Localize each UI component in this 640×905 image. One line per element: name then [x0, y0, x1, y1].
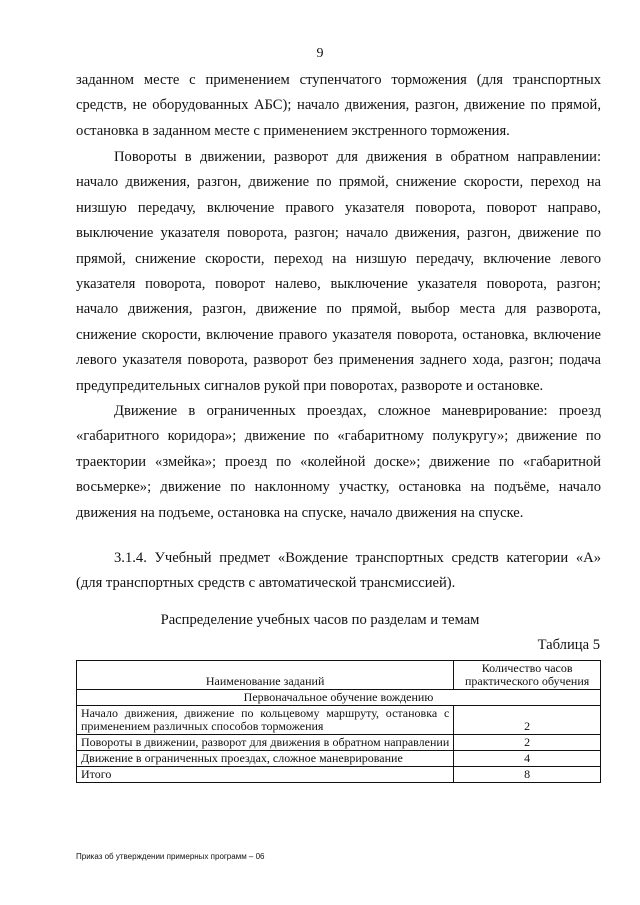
total-hours: 8 — [454, 767, 601, 783]
task-name: Движение в ограниченных проездах, сложное маневрирование — [77, 751, 454, 767]
task-name: Повороты в движении, разворот для движения в обратном направлении — [77, 735, 454, 751]
table-row — [77, 706, 601, 735]
table-row — [77, 751, 601, 767]
section-heading-text: 3.1.4. Учебный предмет «Вождение транспортных средств категории «А» (для транспортных средств с автоматической трансмиссией). — [76, 550, 601, 592]
task-hours: 4 — [454, 751, 601, 767]
header-task-name: Наименование заданий — [77, 661, 454, 690]
task-hours: 2 — [454, 735, 601, 751]
total-label: Итого — [77, 767, 454, 783]
table-header-row — [77, 661, 601, 690]
paragraph-continuation — [76, 68, 601, 144]
table-number-label: Таблица 5 — [537, 637, 600, 653]
paragraph: заданном месте с применением ступенчатого торможения (для транспортных средств, не оборудованных АБС); начало движения, разгон, движение по прямой, остановка в заданном месте с применением экстренного торможения. — [76, 72, 601, 139]
paragraph: Повороты в движении, разворот для движения в обратном направлении: начало движения, разгон, движение по прямой, снижение скорости, переход на низшую передачу, включение правого указателя поворота, поворот направо, выключение указателя поворота, разгон; начало движения, разгон, движение по прямой, снижение скорости, переход на низшую передачу, включение левого указателя поворота, поворот налево, выключение указателя поворота, разгон; начало движения, разгон, движение по прямой, выбор места для разворота, снижение скорости, включение правого указателя поворота, остановка, включение левого указателя поворота, разворот без применения заднего хода, разгон; подача предупредительных сигналов рукой при поворотах, развороте и остановке. — [76, 149, 601, 394]
task-name: Начало движения, движение по кольцевому маршруту, остановка с применением различных способов торможения — [77, 706, 454, 735]
header-hours: Количество часов практического обучения — [454, 661, 601, 690]
paragraph: Движение в ограниченных проездах, сложное маневрирование: проезд «габаритного коридора»; движение по «габаритному полукругу»; движение по траектории «змейка»; проезд по «колейной доске»; движение по «габаритной восьмерке»; движение по наклонному участку, остановка на подъёме, начало движения на подъеме, остановка на спуске, начало движения на спуске. — [76, 403, 601, 521]
footer-note: Приказ об утверждении примерных программ – 06 — [76, 852, 265, 861]
group-title: Первоначальное обучение вождению — [77, 690, 601, 706]
paragraph-turns — [76, 145, 601, 399]
table-group-row — [77, 690, 601, 706]
table-caption: Распределение учебных часов по разделам и темам — [160, 612, 480, 628]
section-heading — [76, 546, 601, 597]
paragraph-maneuvering — [76, 399, 601, 526]
hours-table — [76, 660, 601, 783]
page-number: 9 — [316, 46, 324, 61]
task-hours: 2 — [454, 706, 601, 735]
table-row — [77, 735, 601, 751]
table-total-row — [77, 767, 601, 783]
